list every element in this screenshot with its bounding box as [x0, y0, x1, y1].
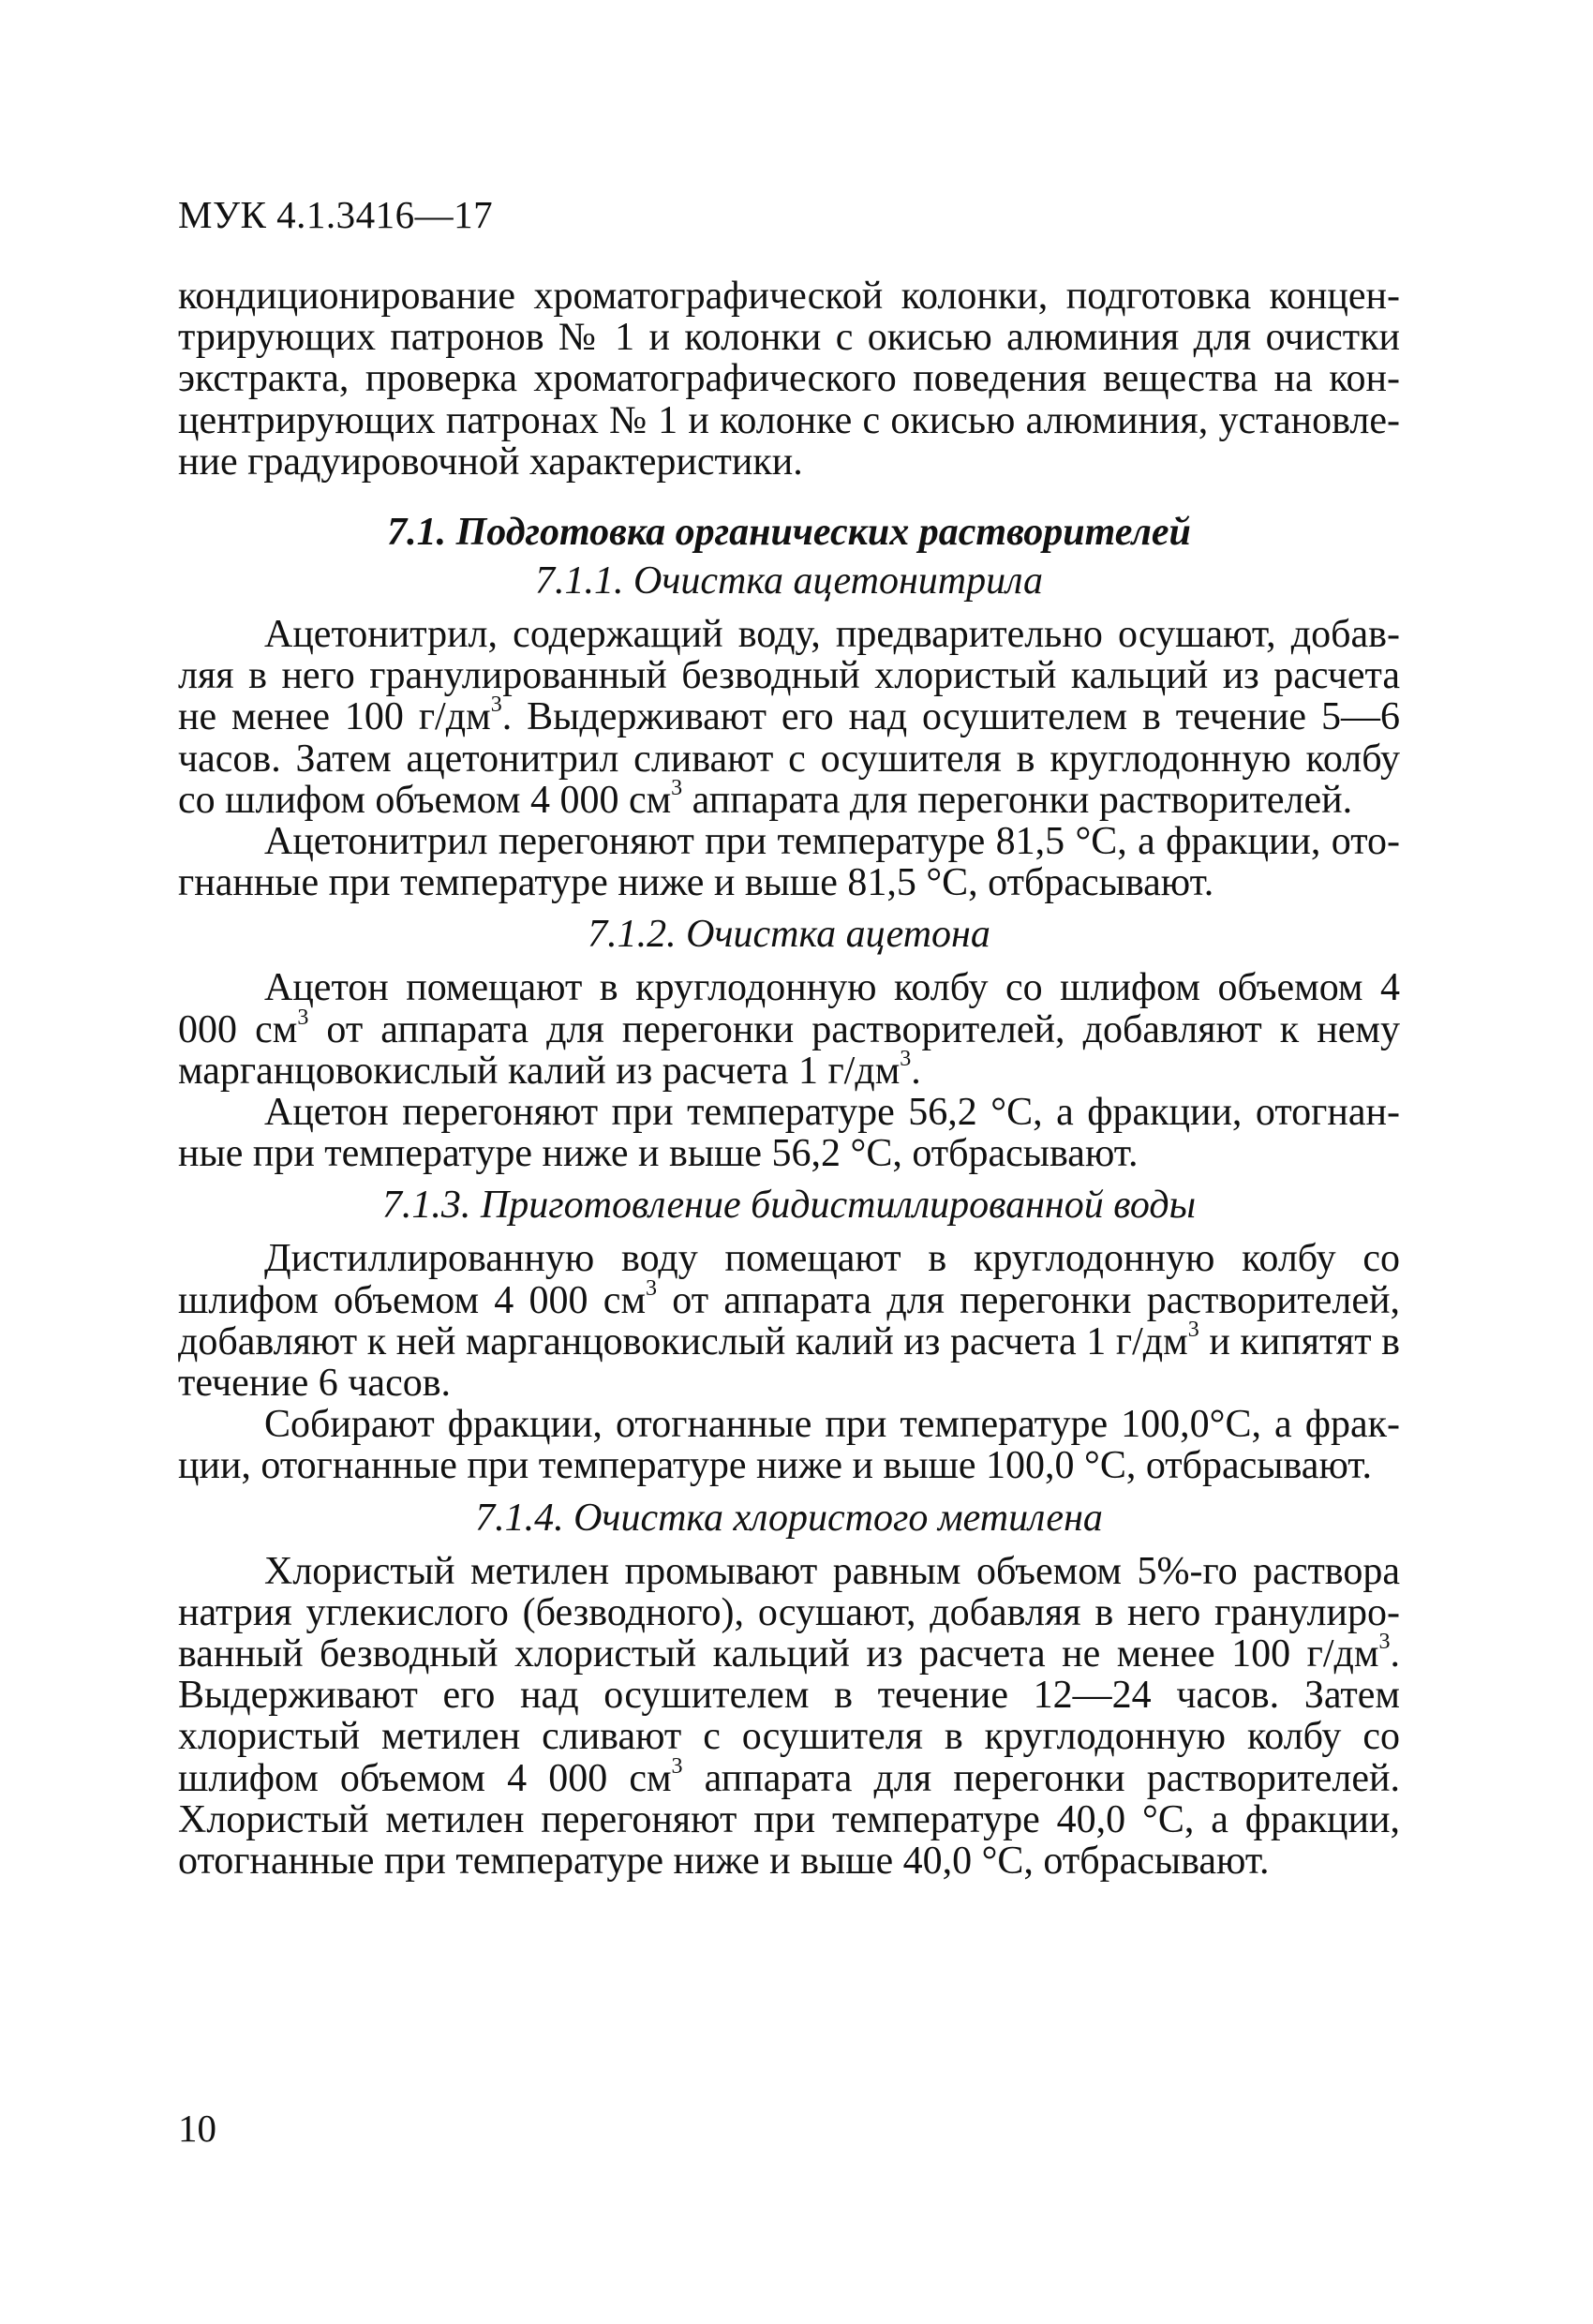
- superscript: 3: [900, 1046, 912, 1071]
- document-code-header: МУК 4.1.3416—17: [178, 193, 494, 236]
- paragraph-text: . Выдерживают его над осушителем в течение 12—24 часов. Затем хлористый метилен сливают с осушителя в круглодонную колбу со шлифом объемом 4 000 см: [178, 1632, 1400, 1800]
- section-7-1-2-paragraph-1: [178, 967, 1400, 1092]
- page-number: 10: [178, 2107, 216, 2150]
- paragraph-text: от аппарата для перегонки растворителей, добавляют к ней марганцовокислый калий из расчета 1 г/дм: [178, 1278, 1400, 1363]
- paragraph-text: . Выдерживают его над осушителем в течение 5—6 часов. Затем ацетонитрил сливают с осушителя в круглодонную колбу со шлифом объемом 4 000 см: [178, 695, 1400, 822]
- section-7-1-2-heading: 7.1.2. Очистка ацетона: [588, 913, 990, 957]
- paragraph-text: Ацетонитрил, содержащий воду, предварительно осушают, добавляя в него гранулированный безводный хлористый кальций из расчета не менее 100 г/дм: [178, 613, 1400, 739]
- section-7-1-3-paragraph-1: [178, 1238, 1400, 1404]
- superscript: 3: [297, 1005, 309, 1030]
- section-7-1-4-heading: 7.1.4. Очистка хлористого метилена: [475, 1496, 1103, 1540]
- superscript: 3: [646, 1275, 658, 1301]
- section-7-1-3-paragraph-2: Собирают фракции, отогнанные при температуре 100,0°С, а фракции, отогнанные при температуре ниже и выше 100,0 °С, отбрасывают.: [178, 1403, 1400, 1488]
- paragraph-text: аппарата для перегонки растворителей. Хлористый метилен перегоняют при температуре 40,0 °С, а фракции, отогнанные при температуре ниже и выше 40,0 °С, отбрасывают.: [178, 1756, 1400, 1884]
- paragraph-text: Хлористый метилен промывают равным объемом 5%-го раствора натрия углекислого (безводного), осушают, добавляя в него гранулированный безводный хлористый кальций из расчета не менее 100 г/дм: [178, 1549, 1400, 1676]
- superscript: 3: [490, 693, 502, 718]
- document-body: [178, 276, 1400, 1882]
- superscript: 3: [671, 1753, 683, 1779]
- superscript: 3: [671, 775, 683, 800]
- section-7-1-1-paragraph-1: [178, 614, 1400, 821]
- section-7-1-1-heading: 7.1.1. Очистка ацетонитрила: [535, 559, 1043, 603]
- paragraph-text: .: [911, 1049, 921, 1093]
- superscript: 3: [1187, 1317, 1199, 1342]
- section-7-1-2-paragraph-2: Ацетон перегоняют при температуре 56,2 °С, а фракции, отогнанные при температуре ниже и выше 56,2 °С, отбрасывают.: [178, 1091, 1400, 1176]
- section-7-1-1-paragraph-2: Ацетонитрил перегоняют при температуре 81,5 °С, а фракции, отогнанные при температуре ниже и выше 81,5 °С, отбрасывают.: [178, 820, 1400, 905]
- paragraph-text: Дистиллированную воду помещают в круглодонную колбу со шлифом объемом 4 000 см: [178, 1237, 1400, 1322]
- superscript: 3: [1378, 1630, 1391, 1655]
- section-7-1-heading: 7.1. Подготовка органических растворителей: [387, 511, 1191, 555]
- paragraph-text: от аппарата для перегонки растворителей, добавляют к нему марганцовокислый калий из расчета 1 г/дм: [178, 1007, 1400, 1093]
- paragraph-text: и кипятят в течение 6 часов.: [178, 1319, 1400, 1406]
- paragraph-text: аппарата для перегонки растворителей.: [682, 778, 1353, 822]
- paragraph-text: Ацетон помещают в круглодонную колбу со шлифом объемом 4 000 см: [178, 966, 1400, 1051]
- intro-paragraph: кондиционирование хроматографической колонки, подготовка концентрирующих патронов № 1 и колонки с окисью алюминия для очистки экстракта, проверка хроматографического поведения вещества на концентрирующих патронах № 1 и колонке с окисью алюминия, установление градуировочной характеристики.: [178, 275, 1400, 484]
- section-7-1-3-heading: 7.1.3. Приготовление бидистиллированной воды: [381, 1184, 1197, 1228]
- section-7-1-4-paragraph-1: [178, 1551, 1400, 1883]
